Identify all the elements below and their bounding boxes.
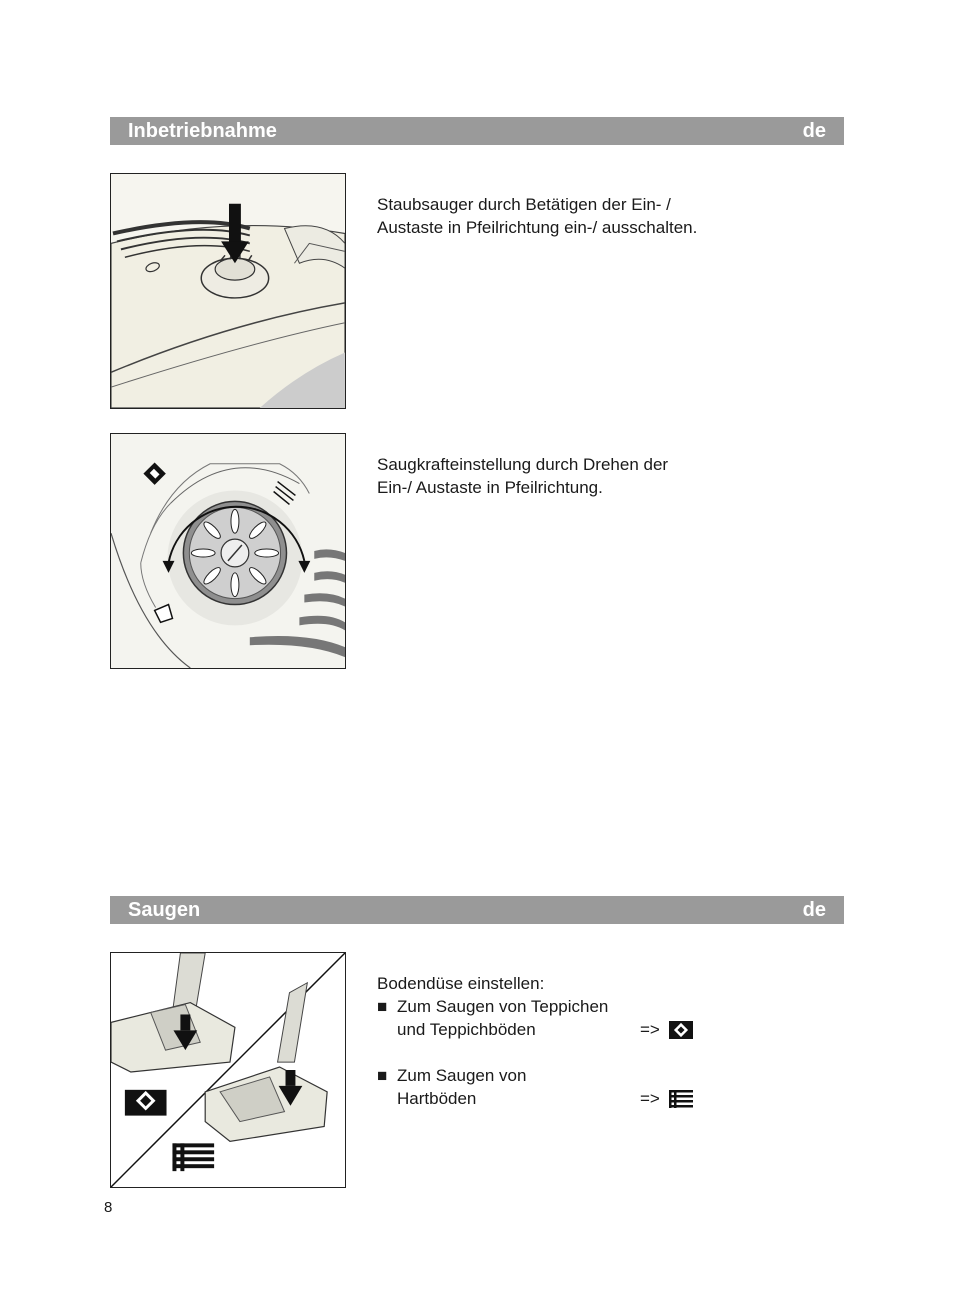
option-line: Zum Saugen von — [397, 1066, 527, 1085]
option-line-with-symbol — [397, 1018, 697, 1041]
suction-dial-illustration — [111, 434, 345, 668]
section-title: Saugen — [128, 898, 201, 921]
option-line: Hartböden — [397, 1089, 477, 1108]
section-title: Inbetriebnahme — [128, 119, 277, 142]
figure-floor-nozzle — [110, 952, 346, 1188]
figure-suction-dial — [110, 433, 346, 669]
arrow-symbol: => — [640, 1089, 660, 1108]
arrow-symbol: => — [640, 1020, 660, 1039]
spacer — [377, 1041, 697, 1064]
step-line: Ein-/ Austaste in Pfeilrichtung. — [377, 478, 603, 497]
carpet-icon — [669, 1021, 693, 1039]
bullet-square: ■ — [377, 1066, 388, 1085]
step-line: Saugkrafteinstellung durch Drehen der — [377, 455, 669, 474]
step-line: Staubsauger durch Betätigen der Ein- / — [377, 195, 671, 214]
page-number: 8 — [104, 1199, 113, 1216]
figure-power-button — [110, 173, 346, 409]
option-line: Zum Saugen von Teppichen — [397, 997, 609, 1016]
power-button-illustration — [111, 174, 345, 408]
section-header-inbetriebnahme — [110, 117, 844, 145]
step-power-text — [377, 193, 697, 239]
nozzle-option-hard-floor — [377, 1064, 697, 1110]
step-dial-text — [377, 453, 668, 499]
step-line: Austaste in Pfeilrichtung ein-/ ausschalten. — [377, 218, 698, 237]
floor-nozzle-illustration — [111, 953, 345, 1187]
nozzle-option-carpet — [377, 995, 697, 1041]
bullet-square: ■ — [377, 997, 388, 1016]
option-line: und Teppichböden — [397, 1020, 536, 1039]
hard-floor-icon — [669, 1090, 693, 1108]
language-tag: de — [802, 898, 826, 921]
language-tag: de — [802, 119, 826, 142]
option-line-with-symbol — [397, 1087, 697, 1110]
nozzle-instructions — [377, 972, 697, 1110]
section-header-saugen — [110, 896, 844, 924]
nozzle-heading: Bodendüse einstellen: — [377, 974, 545, 993]
